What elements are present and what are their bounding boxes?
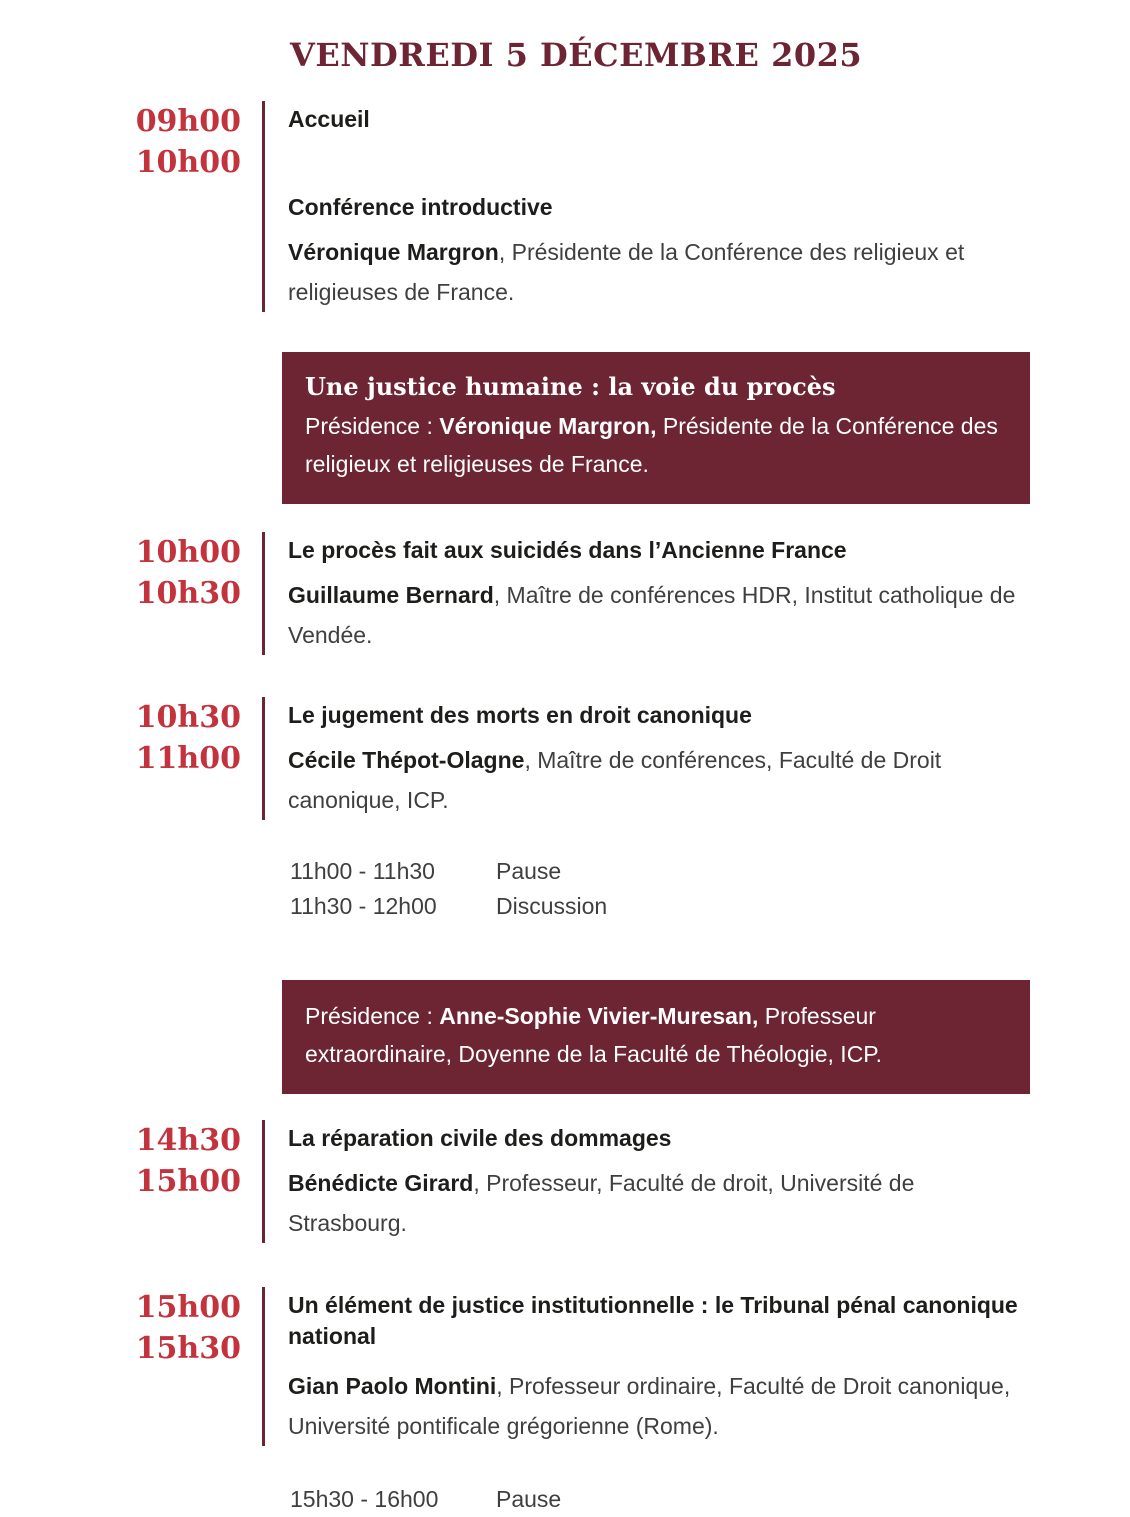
- break-label: Pause: [496, 858, 562, 884]
- banner-session-afternoon: [282, 980, 1030, 1094]
- entry-content: [288, 697, 1030, 820]
- time-start: 10h00: [135, 535, 241, 570]
- banner-presidence-line: [305, 997, 1006, 1073]
- speaker-name: Guillaume Bernard: [288, 582, 494, 608]
- time-range: [0, 1120, 241, 1243]
- speaker-desc: , Professeur ordinaire, Faculté de Droit canonique, Université pontificale grégorienne (Rome).: [288, 1373, 1011, 1439]
- banner-session-morning: [282, 352, 1030, 504]
- speaker-line: [288, 1366, 1030, 1446]
- time-start: 14h30: [135, 1123, 241, 1158]
- time-start: 10h30: [135, 700, 241, 735]
- entry-content: [288, 1120, 1030, 1243]
- time-end: 15h00: [135, 1164, 241, 1199]
- chair-desc: Présidente de la Conférence des religieux et religieuses de France.: [305, 413, 998, 477]
- speaker-desc: , Maître de conférences, Faculté de Droit canonique, ICP.: [288, 747, 942, 813]
- break-range: 11h00 - 11h30: [290, 858, 435, 884]
- speaker-desc: , Maître de conférences HDR, Institut catholique de Vendée.: [288, 582, 1016, 648]
- vertical-divider: [262, 1120, 265, 1243]
- entry-content: [288, 1287, 1030, 1446]
- break-row: [290, 889, 1130, 924]
- session-title: Accueil: [288, 106, 370, 132]
- time-range: [0, 532, 241, 655]
- break-range: 11h30 - 12h00: [290, 893, 437, 919]
- chair-name: Véronique Margron,: [439, 413, 657, 439]
- session-title: La réparation civile des dommages: [288, 1125, 672, 1151]
- time-end: 15h30: [135, 1331, 241, 1366]
- schedule-entry-proces: [0, 532, 1130, 655]
- break-label: Pause: [496, 1486, 562, 1512]
- schedule-entry-accueil: [0, 101, 1130, 312]
- schedule-entry-jugement: [0, 697, 1130, 820]
- session-title: Le jugement des morts en droit canonique: [288, 702, 752, 728]
- session-title: Conférence introductive: [288, 194, 553, 220]
- speaker-line: [288, 1163, 1030, 1243]
- break-row: [290, 1482, 1130, 1517]
- presidence-label: Présidence :: [305, 1003, 440, 1029]
- entry-content: [288, 532, 1030, 655]
- vertical-divider: [262, 697, 265, 820]
- breaks-list-morning: [290, 854, 1130, 924]
- session-title: Le procès fait aux suicidés dans l’Ancienne France: [288, 537, 847, 563]
- time-start: 15h00: [135, 1290, 241, 1325]
- speaker-line: [288, 575, 1030, 655]
- time-end: 10h30: [135, 576, 241, 611]
- session-title: Un élément de justice institutionnelle : le Tribunal pénal canonique national: [288, 1292, 1018, 1349]
- speaker-name: Bénédicte Girard: [288, 1170, 474, 1196]
- breaks-list-afternoon: [290, 1482, 1130, 1517]
- schedule-entry-tribunal: [0, 1287, 1130, 1446]
- speaker-name: Gian Paolo Montini: [288, 1373, 497, 1399]
- banner-heading: Une justice humaine : la voie du procès: [305, 372, 836, 401]
- time-range: [0, 1287, 241, 1446]
- chair-name: Anne-Sophie Vivier-Muresan,: [439, 1003, 759, 1029]
- speaker-name: Véronique Margron: [288, 239, 499, 265]
- speaker-line: [288, 740, 1030, 820]
- time-start: 09h00: [135, 104, 241, 139]
- vertical-divider: [262, 101, 265, 312]
- time-range: [0, 697, 241, 820]
- time-range: [0, 101, 241, 312]
- speaker-desc: , Présidente de la Conférence des religieux et religieuses de France.: [288, 239, 965, 305]
- vertical-divider: [262, 1287, 265, 1446]
- chair-desc: Professeur extraordinaire, Doyenne de la Faculté de Théologie, ICP.: [305, 1003, 883, 1067]
- break-row: [290, 854, 1130, 889]
- vertical-divider: [262, 532, 265, 655]
- page-title: VENDREDI 5 DÉCEMBRE 2025: [290, 36, 863, 74]
- schedule-entry-reparation: [0, 1120, 1130, 1243]
- time-end: 11h00: [135, 741, 241, 776]
- speaker-line: [288, 232, 1030, 312]
- banner-presidence-line: [305, 407, 1006, 483]
- entry-content: [288, 101, 1030, 312]
- presidence-label: Présidence :: [305, 413, 440, 439]
- speaker-name: Cécile Thépot-Olagne: [288, 747, 525, 773]
- break-range: 15h30 - 16h00: [290, 1486, 439, 1512]
- time-end: 10h00: [135, 145, 241, 180]
- break-label: Discussion: [496, 893, 608, 919]
- speaker-desc: , Professeur, Faculté de droit, Université de Strasbourg.: [288, 1170, 915, 1236]
